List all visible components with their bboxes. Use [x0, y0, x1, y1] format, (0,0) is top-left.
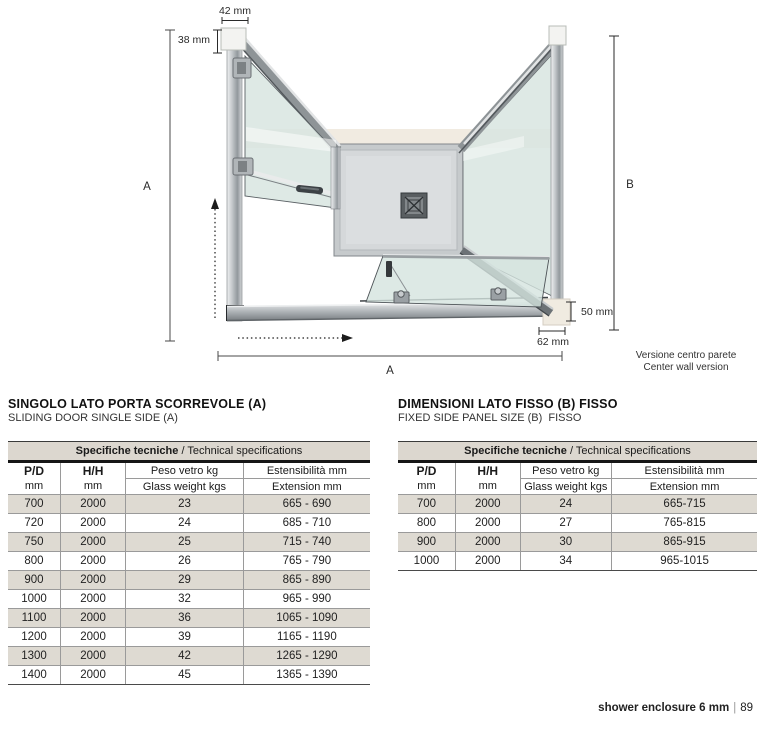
table-cell: 2000: [60, 590, 125, 609]
table-cell: 2000: [455, 533, 520, 552]
dim-62mm-label: 62 mm: [536, 336, 570, 348]
table-cell: 765 - 790: [243, 552, 370, 571]
table-cell: 45: [126, 666, 244, 685]
footer-page-number: 89: [740, 702, 753, 714]
table-cell: 800: [8, 552, 60, 571]
column-header-weight: Peso vetro kg: [520, 462, 612, 479]
table-title-rest: / Technical specifications: [178, 445, 303, 457]
version-caption-en: Center wall version: [643, 362, 729, 373]
table-cell: 685 - 710: [243, 514, 370, 533]
table-cell: 32: [126, 590, 244, 609]
fixed-panel-spec-table: [398, 441, 757, 571]
roller-left: [394, 291, 409, 303]
section-title: DIMENSIONI LATO FISSO (B) FISSO: [398, 397, 618, 411]
table-cell: 2000: [60, 647, 125, 666]
column-header-hh: H/H: [60, 462, 125, 479]
table-cell: 24: [126, 514, 244, 533]
table-cell: 700: [398, 495, 455, 514]
table-cell: 765-815: [612, 514, 757, 533]
table-cell: 2000: [455, 552, 520, 571]
table-cell: 665 - 690: [243, 495, 370, 514]
dim-left-height-label: A: [143, 181, 151, 193]
column-header-pd: P/D: [8, 462, 60, 479]
dim-38mm-label: 38 mm: [177, 34, 210, 46]
column-subheader-hh: mm: [455, 479, 520, 495]
table-row: [8, 533, 370, 552]
hinge-top: [233, 58, 251, 78]
table-cell: 2000: [60, 552, 125, 571]
table-cell: 1200: [8, 628, 60, 647]
bottom-door-handle: [386, 261, 392, 277]
column-header-extension: Estensibilità mm: [243, 462, 370, 479]
table-row: [8, 666, 370, 685]
dim-right-height-label: B: [626, 179, 634, 191]
table-title-bar: [8, 442, 370, 462]
dim-42mm-label: 42 mm: [218, 5, 252, 17]
column-subheader-extension: Extension mm: [243, 479, 370, 495]
table-cell: 720: [8, 514, 60, 533]
table-row: [8, 552, 370, 571]
table-cell: 2000: [60, 514, 125, 533]
table-cell: 42: [126, 647, 244, 666]
table-cell: 965 - 990: [243, 590, 370, 609]
right-top-cap: [549, 26, 566, 45]
table-cell: 750: [8, 533, 60, 552]
column-subheader-pd: mm: [8, 479, 60, 495]
left-wall-profile: [226, 36, 244, 321]
version-caption-it: Versione centro parete: [635, 350, 737, 361]
column-header-weight: Peso vetro kg: [126, 462, 244, 479]
hinge-middle: [233, 158, 253, 175]
table-cell: 865-915: [612, 533, 757, 552]
table-cell: 27: [520, 514, 612, 533]
table-cell: 1400: [8, 666, 60, 685]
table-cell: 1365 - 1390: [243, 666, 370, 685]
section-subtitle: SLIDING DOOR SINGLE SIDE (A): [8, 412, 178, 424]
table-cell: 2000: [455, 495, 520, 514]
table-title-bold: Specifiche tecniche: [464, 445, 567, 457]
column-subheader-pd: mm: [398, 479, 455, 495]
column-header-hh: H/H: [455, 462, 520, 479]
table-row: [398, 495, 757, 514]
table-cell: 1165 - 1190: [243, 628, 370, 647]
table-cell: 2000: [60, 628, 125, 647]
table-cell: 2000: [455, 514, 520, 533]
table-cell: 39: [126, 628, 244, 647]
table-cell: 30: [520, 533, 612, 552]
shower-tray: [334, 144, 463, 256]
table-cell: 965-1015: [612, 552, 757, 571]
table-cell: 1100: [8, 609, 60, 628]
bottom-door-glass: [366, 256, 549, 307]
table-row: [8, 628, 370, 647]
section-title: SINGOLO LATO PORTA SCORREVOLE (A): [8, 397, 267, 411]
bottom-door-panel: [366, 255, 549, 308]
table-cell: 2000: [60, 495, 125, 514]
table-cell: 665-715: [612, 495, 757, 514]
table-cell: 26: [126, 552, 244, 571]
column-subheader-weight: Glass weight kgs: [520, 479, 612, 495]
sliding-door-panel: [233, 36, 340, 209]
table-cell: 865 - 890: [243, 571, 370, 590]
column-header-extension: Estensibilità mm: [612, 462, 757, 479]
table-cell: 900: [8, 571, 60, 590]
table-row: [8, 647, 370, 666]
table-title-bar: [398, 442, 757, 462]
dim-bottom-width-label: A: [386, 365, 394, 377]
table-cell: 1300: [8, 647, 60, 666]
table-cell: 25: [126, 533, 244, 552]
table-row: [8, 495, 370, 514]
table-cell: 800: [398, 514, 455, 533]
column-subheader-weight: Glass weight kgs: [126, 479, 244, 495]
roller-right: [491, 288, 506, 300]
table-cell: 715 - 740: [243, 533, 370, 552]
sliding-door-spec-section: [8, 397, 370, 685]
table-cell: 2000: [60, 571, 125, 590]
footer-product-name: shower enclosure 6 mm: [598, 702, 730, 714]
table-row: [8, 609, 370, 628]
table-row: [398, 552, 757, 571]
table-cell: 1265 - 1290: [243, 647, 370, 666]
table-title-bold: Specifiche tecniche: [75, 445, 179, 457]
table-cell: 24: [520, 495, 612, 514]
table-cell: 29: [126, 571, 244, 590]
table-cell: 1065 - 1090: [243, 609, 370, 628]
table-cell: 36: [126, 609, 244, 628]
sliding-door-spec-table: [8, 441, 370, 685]
slide-direction-arrow-vertical: [211, 198, 219, 318]
table-cell: 23: [126, 495, 244, 514]
table-row: [8, 514, 370, 533]
column-subheader-extension: Extension mm: [612, 479, 757, 495]
table-cell: 1000: [398, 552, 455, 571]
table-cell: 900: [398, 533, 455, 552]
table-cell: 700: [8, 495, 60, 514]
dim-50mm-label: 50 mm: [581, 306, 614, 318]
column-subheader-hh: mm: [60, 479, 125, 495]
table-cell: 2000: [60, 609, 125, 628]
table-row: [398, 533, 757, 552]
fixed-panel-spec-section: [398, 397, 757, 571]
column-header-pd: P/D: [398, 462, 455, 479]
table-row: [398, 514, 757, 533]
table-row: [8, 590, 370, 609]
section-subtitle: FIXED SIDE PANEL SIZE (B) FISSO: [398, 412, 582, 424]
table-cell: 34: [520, 552, 612, 571]
table-title-rest: / Technical specifications: [566, 445, 691, 457]
left-top-cap: [221, 28, 246, 50]
footer-separator: |: [733, 702, 737, 714]
drain-grate: [401, 193, 427, 218]
table-cell: 2000: [60, 533, 125, 552]
page-footer: [598, 702, 753, 714]
table-cell: 1000: [8, 590, 60, 609]
table-row: [8, 571, 370, 590]
slide-direction-arrow-horizontal: [238, 334, 353, 342]
table-cell: 2000: [60, 666, 125, 685]
